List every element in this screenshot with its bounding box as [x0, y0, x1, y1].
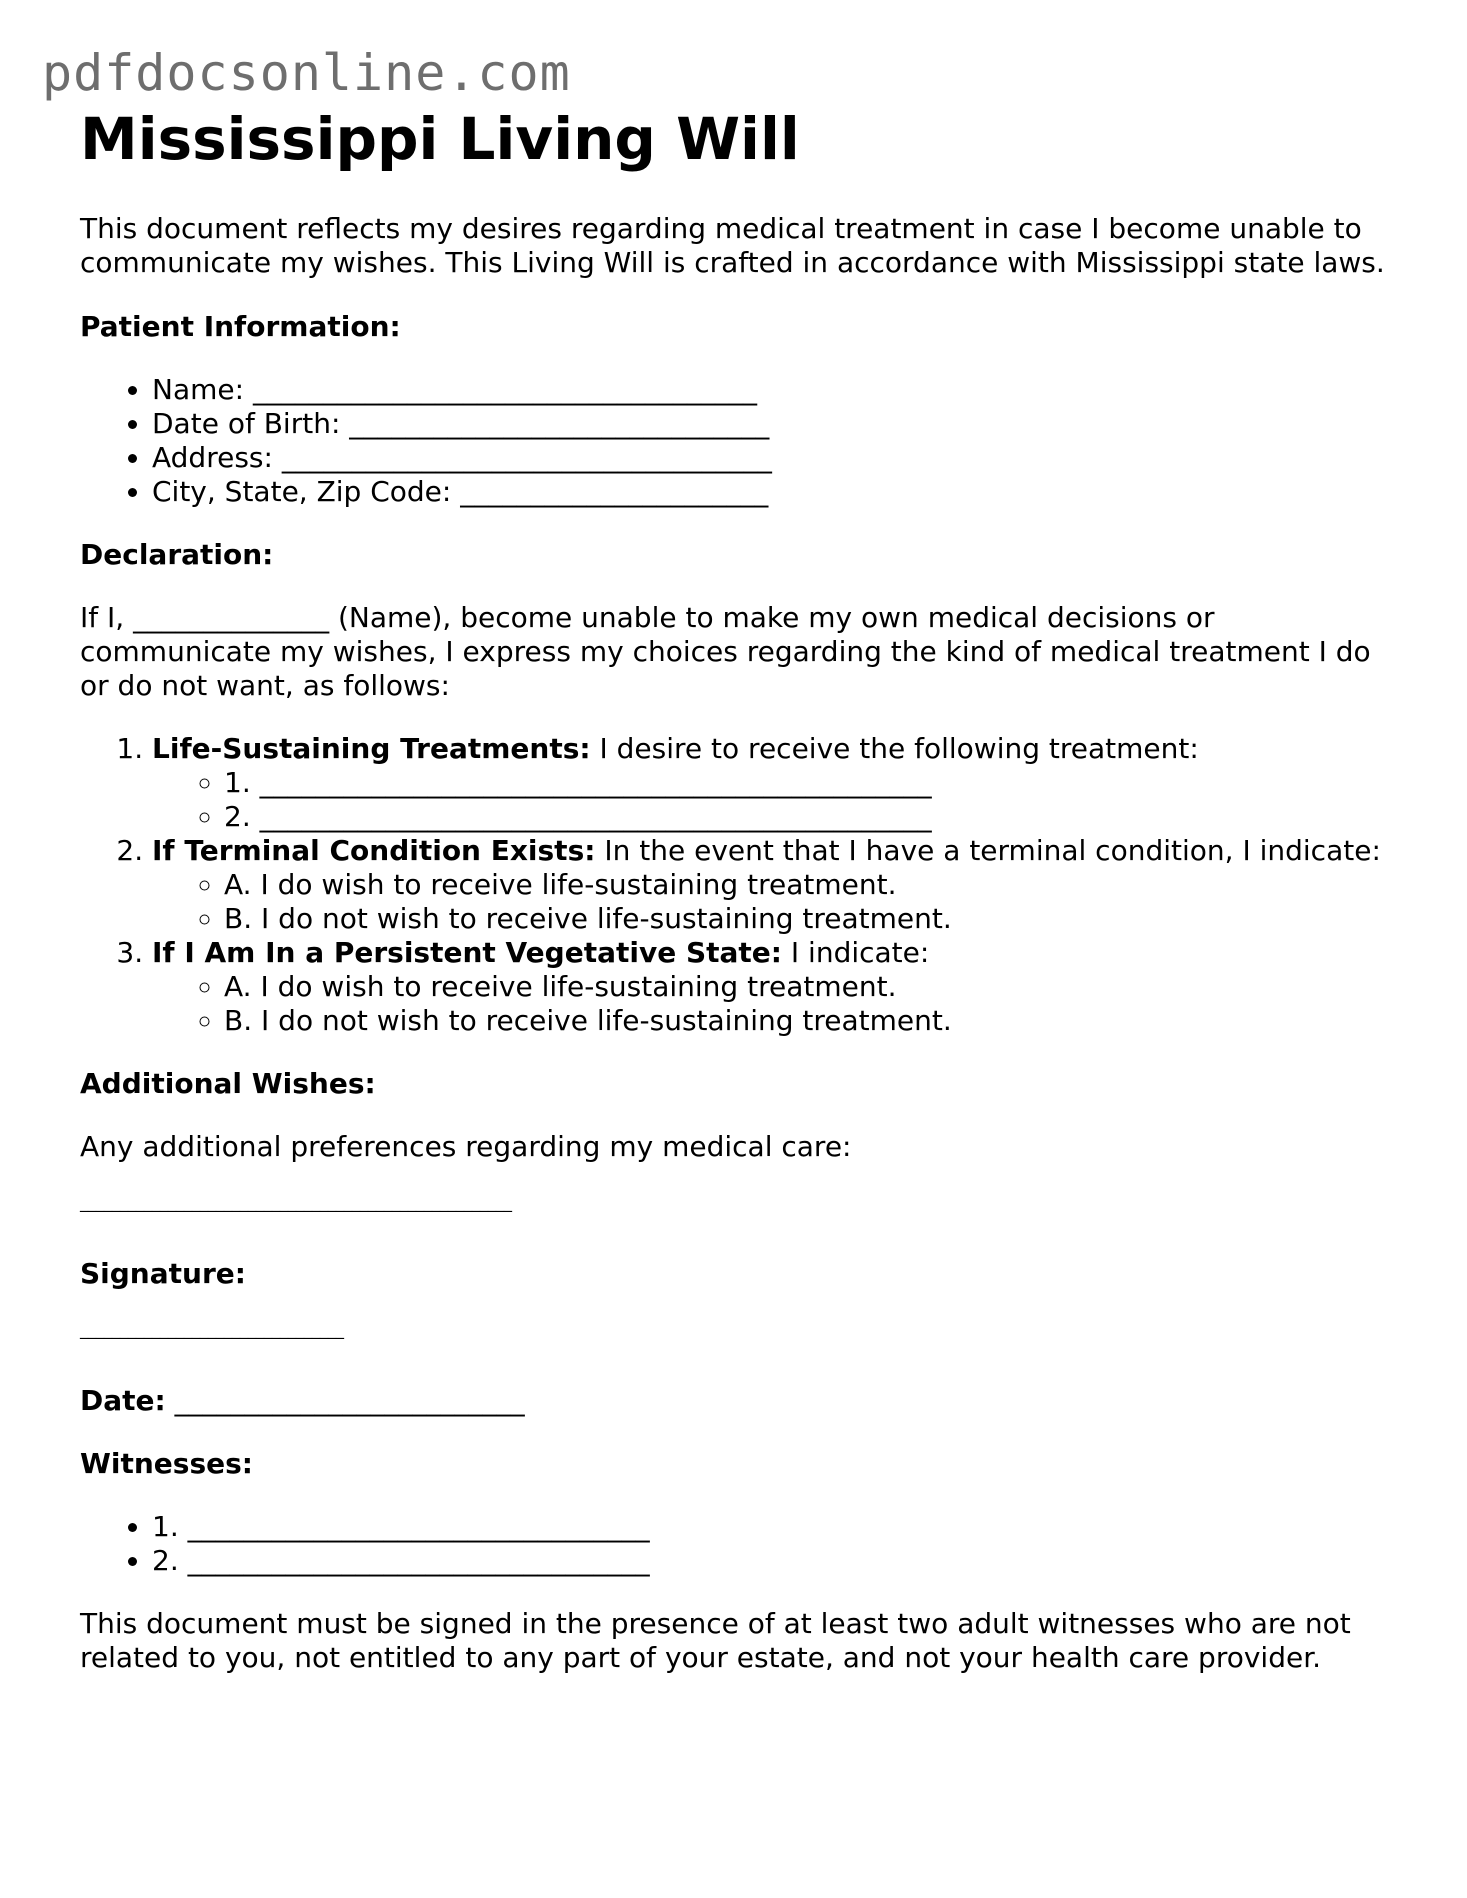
- terminal-option-a[interactable]: ◦ A. I do wish to receive life-sustaining treatment.: [224, 868, 1400, 902]
- date-row: [80, 1384, 1400, 1418]
- patient-information-heading: Patient Information:: [80, 310, 401, 343]
- watermark-text: pdfdocsonline.com: [42, 44, 571, 102]
- terminal-condition-item: [152, 834, 1400, 936]
- vegetative-option-a[interactable]: ◦ A. I do wish to receive life-sustaining treatment.: [224, 970, 1400, 1004]
- signature-line[interactable]: _________________________________: [80, 1320, 344, 1339]
- footer-paragraph: This document must be signed in the presence of at least two adult witnesses who are not related to you, not entitled to any part of your estate, and not your health care provider.: [80, 1607, 1351, 1674]
- witness-line-1[interactable]: • 1. _________________________________: [152, 1510, 1400, 1544]
- life-sustaining-sublist: [152, 766, 1400, 834]
- date-line[interactable]: _________________________: [165, 1384, 525, 1417]
- witnesses-heading: Witnesses:: [80, 1447, 253, 1480]
- patient-information-list: [80, 373, 1400, 509]
- vegetative-state-sublist: [152, 970, 1400, 1038]
- city-state-zip-field[interactable]: • City, State, Zip Code: ______________________: [152, 475, 1400, 509]
- terminal-condition-text: In the event that I have a terminal condition, I indicate:: [595, 834, 1381, 867]
- treatment-line-1[interactable]: ◦ 1. ________________________________________________: [224, 766, 1400, 800]
- date-of-birth-field[interactable]: • Date of Birth: ______________________________: [152, 407, 1400, 441]
- page-title: Mississippi Living Will: [80, 105, 800, 173]
- declaration-heading: Declaration:: [80, 538, 274, 571]
- treatment-line-2[interactable]: ◦ 2. ________________________________________________: [224, 800, 1400, 834]
- vegetative-option-b[interactable]: ◦ B. I do not wish to receive life-sustaining treatment.: [224, 1004, 1400, 1038]
- date-label: Date:: [80, 1384, 166, 1417]
- declaration-list: [80, 732, 1400, 1038]
- vegetative-state-item: [152, 936, 1400, 1038]
- vegetative-state-label: If I Am In a Persistent Vegetative State:: [152, 936, 782, 969]
- address-field[interactable]: • Address: ___________________________________: [152, 441, 1400, 475]
- signature-heading: Signature:: [80, 1257, 246, 1290]
- witness-line-2[interactable]: • 2. _________________________________: [152, 1544, 1400, 1578]
- additional-wishes-line[interactable]: ______________________________________________________: [80, 1193, 512, 1212]
- life-sustaining-label: Life-Sustaining Treatments:: [152, 732, 591, 765]
- declaration-paragraph: If I, ______________ (Name), become unable to make my own medical decisions or communicate my wishes, I express my choices regarding the kind of medical treatment I do or do not want, as follows:: [80, 601, 1371, 702]
- name-field[interactable]: • Name: ____________________________________: [152, 373, 1400, 407]
- life-sustaining-text: I desire to receive the following treatment:: [590, 732, 1199, 765]
- terminal-condition-label: If Terminal Condition Exists:: [152, 834, 596, 867]
- additional-wishes-text: Any additional preferences regarding my medical care:: [80, 1130, 852, 1163]
- terminal-option-b[interactable]: ◦ B. I do not wish to receive life-sustaining treatment.: [224, 902, 1400, 936]
- terminal-condition-sublist: [152, 868, 1400, 936]
- life-sustaining-item: [152, 732, 1400, 834]
- additional-wishes-heading: Additional Wishes:: [80, 1067, 376, 1100]
- witnesses-list: [80, 1510, 1400, 1578]
- vegetative-state-text: I indicate:: [781, 936, 930, 969]
- intro-paragraph: This document reflects my desires regarding medical treatment in case I become unable to communicate my wishes. This Living Will is crafted in accordance with Mississippi state laws.: [80, 212, 1385, 279]
- document-page: [80, 104, 1400, 1675]
